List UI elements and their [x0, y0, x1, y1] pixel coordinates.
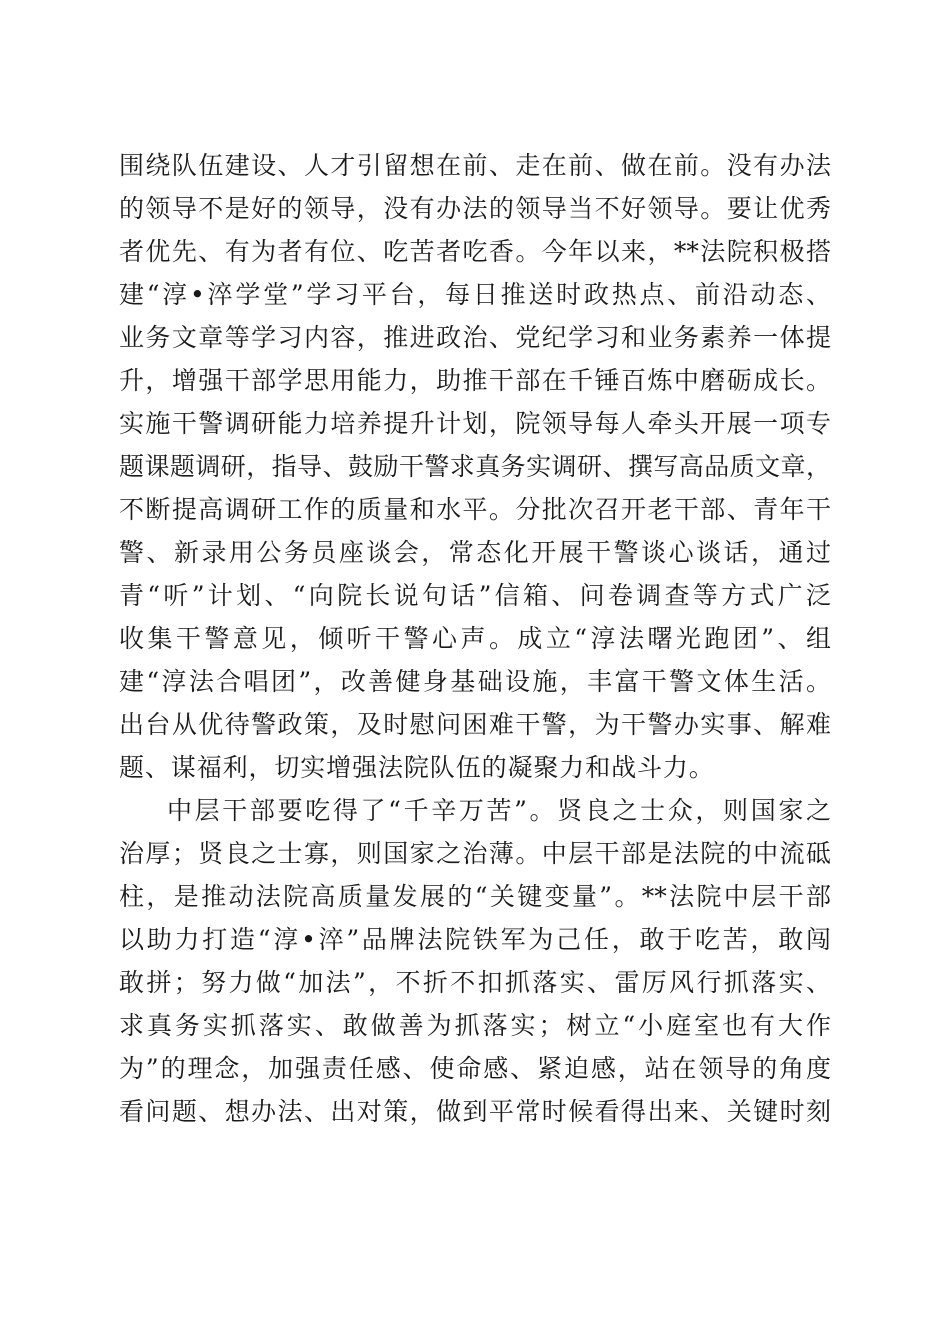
body-text	[119, 144, 831, 1133]
text-line: 升，增强干部学思用能力，助推干部在千锤百炼中磨砺成长。	[119, 366, 831, 395]
text-line: 为”的理念，加强责任感、使命感、紧迫感，站在领导的角度	[119, 1054, 831, 1083]
text-line: 看问题、想办法、出对策，做到平常时候看得出来、关键时刻	[119, 1097, 831, 1126]
text-line: 敢拼；努力做“加法”，不折不扣抓落实、雷厉风行抓落实、	[119, 968, 831, 997]
text-line: 不断提高调研工作的质量和水平。分批次召开老干部、青年干	[119, 495, 831, 524]
text-line: 业务文章等学习内容，推进政治、党纪学习和业务素养一体提	[119, 323, 831, 352]
text-line: 中层干部要吃得了“千辛万苦”。贤良之士众，则国家之	[167, 796, 831, 825]
text-line: 实施干警调研能力培养提升计划，院领导每人牵头开展一项专	[119, 409, 831, 438]
text-line: 出台从优待警政策，及时慰问困难干警，为干警办实事、解难	[119, 710, 831, 739]
text-line: 求真务实抓落实、敢做善为抓落实；树立“小庭室也有大作	[119, 1011, 831, 1040]
text-line: 警、新录用公务员座谈会，常态化开展干警谈心谈话，通过	[119, 538, 831, 567]
text-line: 的领导不是好的领导，没有办法的领导当不好领导。要让优秀	[119, 194, 831, 223]
text-line: 围绕队伍建设、人才引留想在前、走在前、做在前。没有办法	[119, 151, 831, 180]
paragraph-2	[119, 789, 831, 1133]
text-line: 建“淳•淬学堂”学习平台，每日推送时政热点、前沿动态、	[119, 280, 831, 309]
text-line: 建“淳法合唱团”，改善健身基础设施，丰富干警文体生活。	[119, 667, 831, 696]
text-line: 题、谋福利，切实增强法院队伍的凝聚力和战斗力。	[119, 753, 715, 782]
text-line: 治厚；贤良之士寡，则国家之治薄。中层干部是法院的中流砥	[119, 839, 831, 868]
text-line: 收集干警意见，倾听干警心声。成立“淳法曙光跑团”、组	[119, 624, 831, 653]
paragraph-1	[119, 144, 831, 789]
text-line: 者优先、有为者有位、吃苦者吃香。今年以来，**法院积极搭	[119, 237, 831, 266]
text-line: 青“听”计划、“向院长说句话”信箱、问卷调查等方式广泛	[119, 581, 831, 610]
text-line: 以助力打造“淳•淬”品牌法院铁军为己任，敢于吃苦，敢闯	[119, 925, 831, 954]
text-line: 柱，是推动法院高质量发展的“关键变量”。**法院中层干部	[119, 882, 831, 911]
text-line: 题课题调研，指导、鼓励干警求真务实调研、撰写高品质文章，	[119, 452, 831, 481]
